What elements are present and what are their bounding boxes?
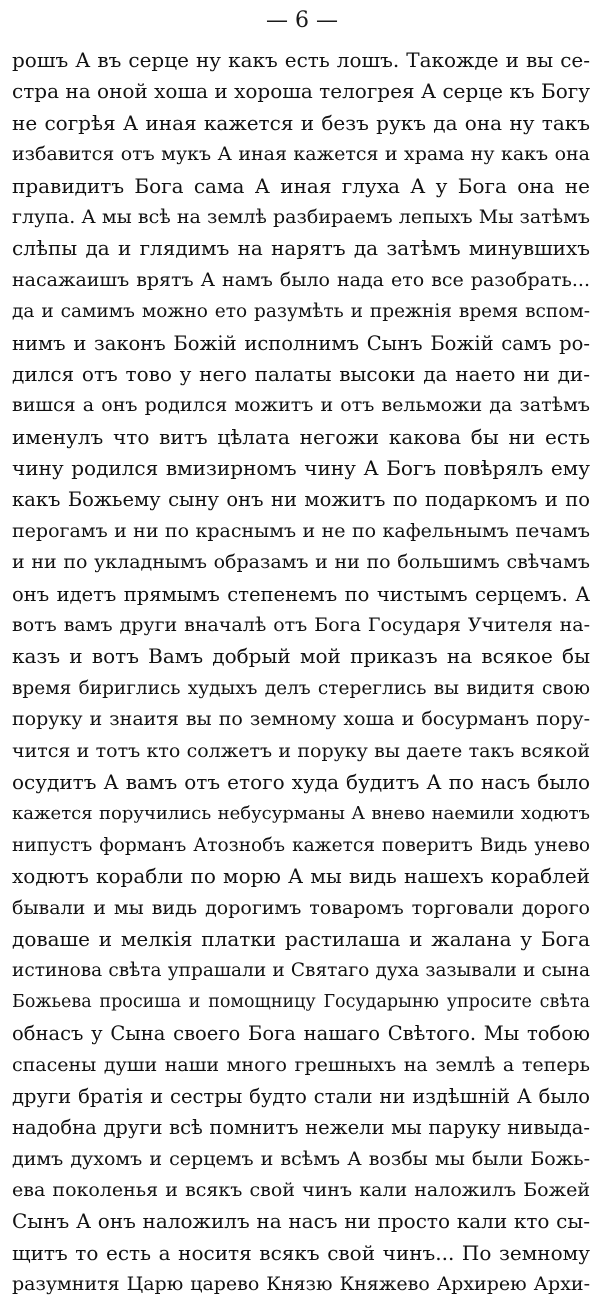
text-line: доваше и мелкія платки растилаша и жалана у Бога xyxy=(12,926,590,951)
text-line: не согрѣя А иная кажется и безъ рукъ да она ну такъ xyxy=(12,110,590,135)
text-line: нипустъ форманъ Атознобъ кажется поверитъ Видь унево xyxy=(12,834,590,856)
body-text xyxy=(12,45,590,1301)
text-line: время бириглись худыхъ делъ стереглись вы видитя свою xyxy=(12,677,590,699)
text-line: обнасъ у Сына своего Бога нашаго Свѣтого. Мы тобою xyxy=(12,1022,590,1046)
page-number-header: — 6 — xyxy=(266,8,338,33)
text-line: рошъ А въ серце ну какъ есть лошъ. Такожде и вы се- xyxy=(12,48,590,72)
text-line: ходютъ корабли по морю А мы видь нашехъ кораблей xyxy=(12,864,590,889)
text-line: онъ идетъ прямымъ степенемъ по чистымъ серцемъ. А xyxy=(12,582,590,606)
text-line: кажется поручились небусурманы А внево наемили ходютъ xyxy=(12,803,590,825)
text-line: и ни по укладнымъ образамъ и ни по большимъ свѣчамъ xyxy=(12,551,590,574)
text-line: надобна други всѣ помнитъ нежели мы паруку нивыда- xyxy=(12,1116,590,1140)
text-line: избавится отъ мукъ А иная кажется и храма ну какъ она xyxy=(12,143,590,166)
text-line: истинова свѣта упрашали и Святаго духа зазывали и сына xyxy=(12,960,590,982)
text-line: казъ и вотъ Вамъ добрый мой приказъ на всякое бы xyxy=(12,644,590,669)
text-line: поруку и знаитя вы по земному хоша и босурманъ пору- xyxy=(12,708,590,731)
text-line: димъ духомъ и серцемъ и всѣмъ А возбы мы были Божь- xyxy=(12,1147,590,1170)
text-line: слѣпы да и глядимъ на нарятъ да затѣмъ минувшихъ xyxy=(12,236,590,261)
text-line: други братія и сестры будто стали ни издѣшній А было xyxy=(12,1084,590,1108)
text-line: спасены души наши много грешныхъ на землѣ а теперь xyxy=(12,1053,590,1076)
text-line: именулъ что витъ цѣлата негожи какова бы ни есть xyxy=(12,424,590,449)
text-line: правидитъ Бога сама А иная глуха А у Бога она не xyxy=(12,173,590,198)
text-line: щитъ то есть а носитя всякъ свой чинъ... По земному xyxy=(12,1240,590,1265)
text-line: Божьева просиша и помощницу Государыню упросите свѣта xyxy=(12,991,590,1012)
text-line: чится и тотъ кто солжетъ и поруку вы даете такъ всякой xyxy=(12,739,590,762)
text-line: чину родился вмизирномъ чину А Богъ повѣрялъ ему xyxy=(12,456,590,481)
text-line: бывали и мы видь дорогимъ товаромъ торговали дорого xyxy=(12,896,590,919)
text-line: глупа. А мы всѣ на землѣ разбираемъ лепыхъ Мы затѣмъ xyxy=(12,205,590,228)
text-line: дился отъ тово у него палаты высоки да наето ни ди- xyxy=(12,361,590,386)
text-line: разумнитя Царю царево Князю Княжево Архирею Архи- xyxy=(12,1273,590,1296)
text-line: перогамъ и ни по краснымъ и не по кафельнымъ печамъ xyxy=(12,519,590,542)
text-line: вишся а онъ родился можитъ и отъ вельможи да затѣмъ xyxy=(12,394,590,417)
text-line: насажаишъ врятъ А намъ было нада ето все разобрать... xyxy=(12,268,590,291)
text-line: да и самимъ можно ето разумѣть и прежнія время вспом- xyxy=(12,301,590,323)
text-line: Сынъ А онъ наложилъ на насъ ни просто кали кто сы- xyxy=(12,1209,590,1234)
text-line: какъ Божьему сыну онъ ни можитъ по подаркомъ и по xyxy=(12,488,590,512)
text-line: осудитъ А вамъ отъ етого худа будитъ А по насъ было xyxy=(12,769,590,794)
text-line: нимъ и законъ Божій исполнимъ Сынъ Божій самъ ро- xyxy=(12,331,590,355)
text-line: ева поколенья и всякъ свой чинъ кали наложилъ Божей xyxy=(12,1179,590,1202)
text-line: вотъ вамъ други вначалѣ отъ Бога Государя Учителя на- xyxy=(12,614,590,637)
text-line: стра на оной хоша и хороша телогрея А серце къ Богу xyxy=(12,79,590,104)
